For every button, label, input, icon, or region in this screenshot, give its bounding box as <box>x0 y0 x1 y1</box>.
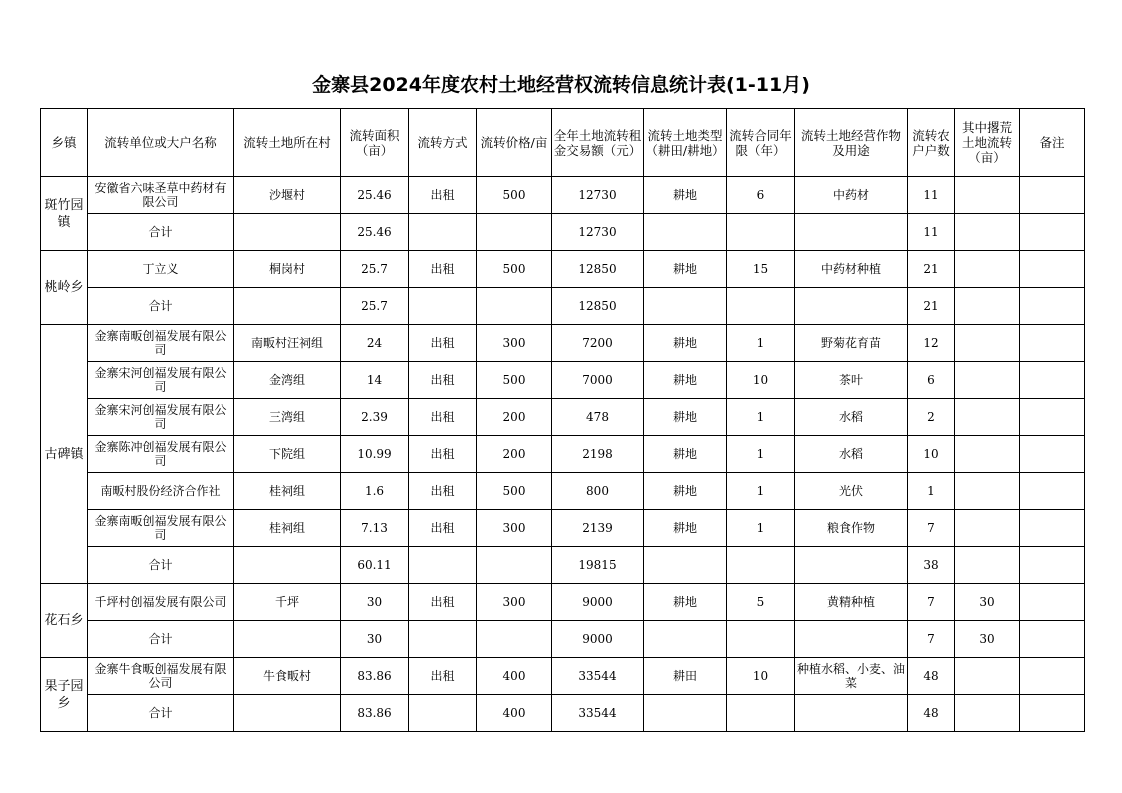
cell-rent-total: 7000 <box>552 362 644 399</box>
cell-land-type <box>644 214 727 251</box>
cell-remarks <box>1020 214 1085 251</box>
cell-rent-total: 12850 <box>552 288 644 325</box>
cell-crop-usage <box>795 288 908 325</box>
cell-contract-years <box>727 214 795 251</box>
cell-land-type: 耕地 <box>644 362 727 399</box>
header-unit-name: 流转单位或大户名称 <box>88 109 234 177</box>
cell-remarks <box>1020 658 1085 695</box>
cell-crop-usage: 黄精种植 <box>795 584 908 621</box>
cell-rent-total: 33544 <box>552 695 644 732</box>
cell-area: 14 <box>341 362 409 399</box>
cell-method: 出租 <box>409 362 477 399</box>
cell-land-type: 耕地 <box>644 510 727 547</box>
cell-method: 出租 <box>409 658 477 695</box>
cell-abandoned-land: 30 <box>955 621 1020 658</box>
cell-households: 1 <box>908 473 955 510</box>
cell-crop-usage: 粮食作物 <box>795 510 908 547</box>
cell-abandoned-land <box>955 547 1020 584</box>
cell-contract-years: 10 <box>727 362 795 399</box>
cell-area: 25.46 <box>341 214 409 251</box>
header-abandoned-land: 其中撂荒土地流转（亩） <box>955 109 1020 177</box>
cell-unit-name: 南畈村股份经济合作社 <box>88 473 234 510</box>
cell-price <box>477 621 552 658</box>
cell-abandoned-land <box>955 473 1020 510</box>
cell-households: 7 <box>908 621 955 658</box>
cell-method <box>409 621 477 658</box>
cell-area: 30 <box>341 584 409 621</box>
cell-contract-years: 1 <box>727 325 795 362</box>
cell-unit-name: 金寨牛食畈创福发展有限公司 <box>88 658 234 695</box>
cell-unit-name: 合计 <box>88 621 234 658</box>
town-cell: 果子园乡 <box>41 658 88 732</box>
table-row <box>41 399 1085 436</box>
cell-area: 25.7 <box>341 288 409 325</box>
cell-price <box>477 547 552 584</box>
cell-price: 500 <box>477 251 552 288</box>
cell-rent-total: 12850 <box>552 251 644 288</box>
cell-abandoned-land <box>955 362 1020 399</box>
table-row <box>41 473 1085 510</box>
cell-method <box>409 695 477 732</box>
header-area: 流转面积（亩） <box>341 109 409 177</box>
table-row <box>41 362 1085 399</box>
cell-land-type: 耕地 <box>644 436 727 473</box>
cell-remarks <box>1020 510 1085 547</box>
cell-price: 200 <box>477 436 552 473</box>
cell-remarks <box>1020 621 1085 658</box>
header-crop-usage: 流转土地经营作物及用途 <box>795 109 908 177</box>
cell-contract-years: 1 <box>727 399 795 436</box>
cell-method <box>409 288 477 325</box>
cell-abandoned-land <box>955 436 1020 473</box>
cell-crop-usage <box>795 695 908 732</box>
cell-land-type: 耕地 <box>644 399 727 436</box>
header-row <box>41 109 1085 177</box>
cell-abandoned-land: 30 <box>955 584 1020 621</box>
cell-area: 24 <box>341 325 409 362</box>
table-row <box>41 177 1085 214</box>
cell-contract-years: 5 <box>727 584 795 621</box>
cell-price: 300 <box>477 325 552 362</box>
cell-unit-name: 千坪村创福发展有限公司 <box>88 584 234 621</box>
cell-area: 10.99 <box>341 436 409 473</box>
cell-area: 83.86 <box>341 658 409 695</box>
cell-contract-years: 6 <box>727 177 795 214</box>
cell-rent-total: 12730 <box>552 177 644 214</box>
cell-area: 2.39 <box>341 399 409 436</box>
header-rent-total: 全年土地流转租金交易额（元） <box>552 109 644 177</box>
cell-households: 12 <box>908 325 955 362</box>
cell-method: 出租 <box>409 325 477 362</box>
cell-remarks <box>1020 325 1085 362</box>
header-land-type: 流转土地类型（耕田/耕地） <box>644 109 727 177</box>
cell-crop-usage: 中药材种植 <box>795 251 908 288</box>
subtotal-row <box>41 621 1085 658</box>
cell-method: 出租 <box>409 584 477 621</box>
cell-village: 千坪 <box>234 584 341 621</box>
cell-households: 11 <box>908 214 955 251</box>
cell-crop-usage: 水稻 <box>795 399 908 436</box>
cell-rent-total: 2139 <box>552 510 644 547</box>
cell-households: 38 <box>908 547 955 584</box>
cell-rent-total: 12730 <box>552 214 644 251</box>
cell-method: 出租 <box>409 436 477 473</box>
cell-rent-total: 9000 <box>552 584 644 621</box>
cell-abandoned-land <box>955 288 1020 325</box>
cell-abandoned-land <box>955 399 1020 436</box>
cell-unit-name: 金寨陈冲创福发展有限公司 <box>88 436 234 473</box>
header-contract-years: 流转合同年限（年） <box>727 109 795 177</box>
cell-crop-usage: 种植水稻、小麦、油菜 <box>795 658 908 695</box>
cell-remarks <box>1020 547 1085 584</box>
cell-price: 300 <box>477 584 552 621</box>
cell-unit-name: 合计 <box>88 214 234 251</box>
cell-price: 200 <box>477 399 552 436</box>
cell-contract-years: 1 <box>727 473 795 510</box>
cell-village: 下院组 <box>234 436 341 473</box>
cell-contract-years: 10 <box>727 658 795 695</box>
cell-remarks <box>1020 473 1085 510</box>
cell-households: 48 <box>908 658 955 695</box>
table-body <box>41 177 1085 732</box>
cell-method <box>409 214 477 251</box>
cell-method <box>409 547 477 584</box>
cell-households: 10 <box>908 436 955 473</box>
cell-rent-total: 33544 <box>552 658 644 695</box>
cell-area: 83.86 <box>341 695 409 732</box>
town-cell: 古碑镇 <box>41 325 88 584</box>
header-method: 流转方式 <box>409 109 477 177</box>
cell-rent-total: 2198 <box>552 436 644 473</box>
cell-abandoned-land <box>955 325 1020 362</box>
table-row <box>41 436 1085 473</box>
cell-unit-name: 丁立义 <box>88 251 234 288</box>
cell-land-type: 耕地 <box>644 177 727 214</box>
header-village: 流转土地所在村 <box>234 109 341 177</box>
cell-unit-name: 金寨宋河创福发展有限公司 <box>88 399 234 436</box>
cell-abandoned-land <box>955 177 1020 214</box>
cell-contract-years: 15 <box>727 251 795 288</box>
cell-remarks <box>1020 399 1085 436</box>
subtotal-row <box>41 547 1085 584</box>
table-row <box>41 658 1085 695</box>
cell-unit-name: 金寨南畈创福发展有限公司 <box>88 510 234 547</box>
subtotal-row <box>41 288 1085 325</box>
cell-village: 三湾组 <box>234 399 341 436</box>
cell-village: 桐岗村 <box>234 251 341 288</box>
cell-crop-usage <box>795 547 908 584</box>
cell-remarks <box>1020 584 1085 621</box>
cell-land-type: 耕地 <box>644 325 727 362</box>
cell-remarks <box>1020 288 1085 325</box>
page-title: 金寨县2024年度农村土地经营权流转信息统计表(1-11月) <box>312 74 810 96</box>
cell-unit-name: 金寨南畈创福发展有限公司 <box>88 325 234 362</box>
cell-crop-usage: 光伏 <box>795 473 908 510</box>
cell-area: 1.6 <box>341 473 409 510</box>
cell-households: 2 <box>908 399 955 436</box>
subtotal-row <box>41 695 1085 732</box>
cell-rent-total: 800 <box>552 473 644 510</box>
cell-area: 60.11 <box>341 547 409 584</box>
town-cell: 花石乡 <box>41 584 88 658</box>
cell-method: 出租 <box>409 510 477 547</box>
subtotal-row <box>41 214 1085 251</box>
cell-village <box>234 695 341 732</box>
cell-abandoned-land <box>955 658 1020 695</box>
cell-price: 400 <box>477 658 552 695</box>
cell-method: 出租 <box>409 177 477 214</box>
cell-households: 21 <box>908 288 955 325</box>
cell-crop-usage: 水稻 <box>795 436 908 473</box>
header-town: 乡镇 <box>41 109 88 177</box>
cell-price: 400 <box>477 695 552 732</box>
cell-village: 南畈村汪祠组 <box>234 325 341 362</box>
cell-village <box>234 288 341 325</box>
cell-village <box>234 621 341 658</box>
cell-remarks <box>1020 436 1085 473</box>
cell-village: 金湾组 <box>234 362 341 399</box>
table-row <box>41 325 1085 362</box>
cell-unit-name: 合计 <box>88 547 234 584</box>
cell-abandoned-land <box>955 251 1020 288</box>
town-cell: 桃岭乡 <box>41 251 88 325</box>
cell-land-type <box>644 695 727 732</box>
cell-land-type: 耕地 <box>644 473 727 510</box>
cell-contract-years <box>727 621 795 658</box>
cell-area: 30 <box>341 621 409 658</box>
cell-land-type <box>644 621 727 658</box>
cell-land-type: 耕地 <box>644 251 727 288</box>
cell-remarks <box>1020 695 1085 732</box>
header-households: 流转农户户数 <box>908 109 955 177</box>
header-remarks: 备注 <box>1020 109 1085 177</box>
cell-contract-years <box>727 695 795 732</box>
cell-village: 沙堰村 <box>234 177 341 214</box>
cell-price: 500 <box>477 362 552 399</box>
table-row <box>41 510 1085 547</box>
cell-crop-usage: 野菊花育苗 <box>795 325 908 362</box>
cell-households: 6 <box>908 362 955 399</box>
cell-remarks <box>1020 362 1085 399</box>
cell-method: 出租 <box>409 399 477 436</box>
cell-households: 11 <box>908 177 955 214</box>
cell-crop-usage <box>795 214 908 251</box>
cell-rent-total: 7200 <box>552 325 644 362</box>
cell-land-type <box>644 288 727 325</box>
cell-unit-name: 合计 <box>88 695 234 732</box>
cell-households: 48 <box>908 695 955 732</box>
cell-households: 21 <box>908 251 955 288</box>
cell-method: 出租 <box>409 473 477 510</box>
cell-area: 25.46 <box>341 177 409 214</box>
cell-land-type: 耕田 <box>644 658 727 695</box>
cell-method: 出租 <box>409 251 477 288</box>
cell-area: 7.13 <box>341 510 409 547</box>
cell-abandoned-land <box>955 214 1020 251</box>
cell-abandoned-land <box>955 510 1020 547</box>
header-price: 流转价格/亩 <box>477 109 552 177</box>
cell-households: 7 <box>908 510 955 547</box>
cell-unit-name: 安徽省六味圣草中药材有限公司 <box>88 177 234 214</box>
cell-crop-usage <box>795 621 908 658</box>
cell-contract-years: 1 <box>727 510 795 547</box>
cell-contract-years <box>727 547 795 584</box>
cell-contract-years <box>727 288 795 325</box>
cell-price <box>477 214 552 251</box>
cell-price: 500 <box>477 177 552 214</box>
cell-households: 7 <box>908 584 955 621</box>
cell-price <box>477 288 552 325</box>
cell-rent-total: 9000 <box>552 621 644 658</box>
table-row <box>41 251 1085 288</box>
cell-rent-total: 19815 <box>552 547 644 584</box>
cell-village: 桂祠组 <box>234 510 341 547</box>
town-cell: 斑竹园镇 <box>41 177 88 251</box>
cell-crop-usage: 茶叶 <box>795 362 908 399</box>
cell-village: 桂祠组 <box>234 473 341 510</box>
cell-land-type: 耕地 <box>644 584 727 621</box>
statistics-table <box>40 108 1085 732</box>
cell-remarks <box>1020 251 1085 288</box>
table-row <box>41 584 1085 621</box>
cell-rent-total: 478 <box>552 399 644 436</box>
cell-price: 300 <box>477 510 552 547</box>
cell-abandoned-land <box>955 695 1020 732</box>
cell-village: 牛食畈村 <box>234 658 341 695</box>
cell-village <box>234 214 341 251</box>
cell-land-type <box>644 547 727 584</box>
cell-unit-name: 金寨宋河创福发展有限公司 <box>88 362 234 399</box>
cell-contract-years: 1 <box>727 436 795 473</box>
cell-area: 25.7 <box>341 251 409 288</box>
cell-price: 500 <box>477 473 552 510</box>
cell-remarks <box>1020 177 1085 214</box>
cell-crop-usage: 中药材 <box>795 177 908 214</box>
cell-unit-name: 合计 <box>88 288 234 325</box>
cell-village <box>234 547 341 584</box>
